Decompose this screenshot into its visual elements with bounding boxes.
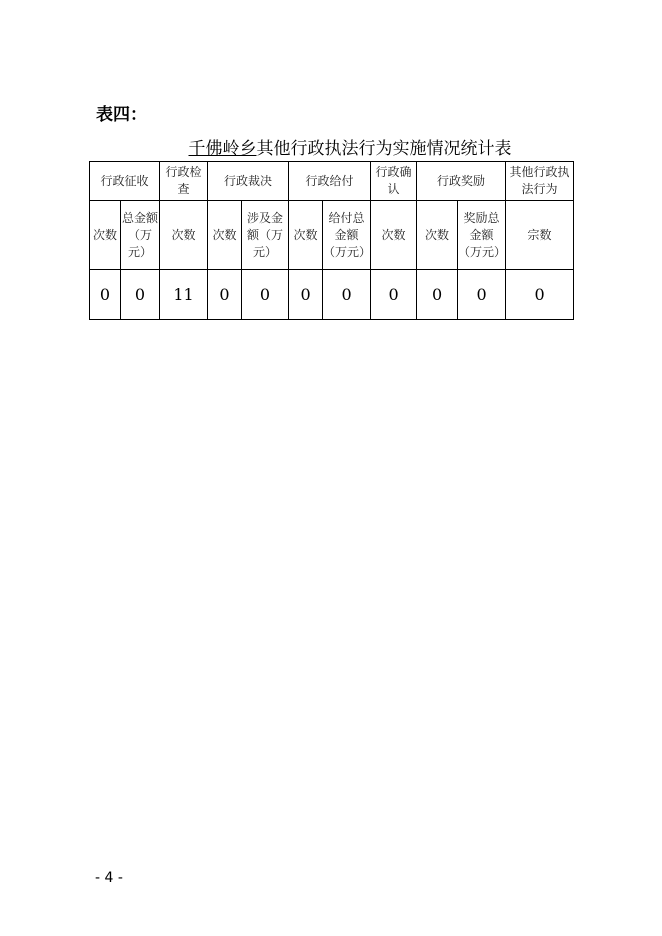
header-payment: 行政给付 [289,162,371,201]
value-ruling-amount: 0 [242,270,289,320]
sub-levy-amount: 总金额（万元） [121,201,160,270]
statistics-table [89,161,574,320]
value-reward-count: 0 [417,270,458,320]
sub-levy-count: 次数 [90,201,121,270]
title-location: 千佛岭乡 [188,139,257,159]
value-inspection-count: 11 [160,270,208,320]
header-levy: 行政征收 [90,162,160,201]
title-text: 其他行政执法行为实施情况统计表 [256,139,512,159]
value-ruling-count: 0 [208,270,242,320]
sub-payment-count: 次数 [289,201,323,270]
sub-ruling-count: 次数 [208,201,242,270]
value-levy-amount: 0 [121,270,160,320]
value-reward-amount: 0 [458,270,506,320]
header-ruling: 行政裁决 [208,162,289,201]
section-label: 表四： [96,105,147,125]
sub-reward-count: 次数 [417,201,458,270]
sub-payment-amount: 给付总金额（万元） [323,201,371,270]
table-title [150,134,550,159]
page-number: - 4 - [95,870,123,886]
sub-inspection-count: 次数 [160,201,208,270]
header-reward: 行政奖励 [417,162,506,201]
subheader-row [90,201,574,270]
sub-ruling-amount: 涉及金额（万元） [242,201,289,270]
value-payment-count: 0 [289,270,323,320]
header-row [90,162,574,201]
header-other: 其他行政执法行为 [506,162,574,201]
header-confirmation: 行政确认 [371,162,417,201]
value-payment-amount: 0 [323,270,371,320]
header-inspection: 行政检查 [160,162,208,201]
value-confirmation-count: 0 [371,270,417,320]
sub-confirmation-count: 次数 [371,201,417,270]
value-levy-count: 0 [90,270,121,320]
sub-other-count: 宗数 [506,201,574,270]
value-other-count: 0 [506,270,574,320]
sub-reward-amount: 奖励总金额（万元） [458,201,506,270]
value-row [90,270,574,320]
